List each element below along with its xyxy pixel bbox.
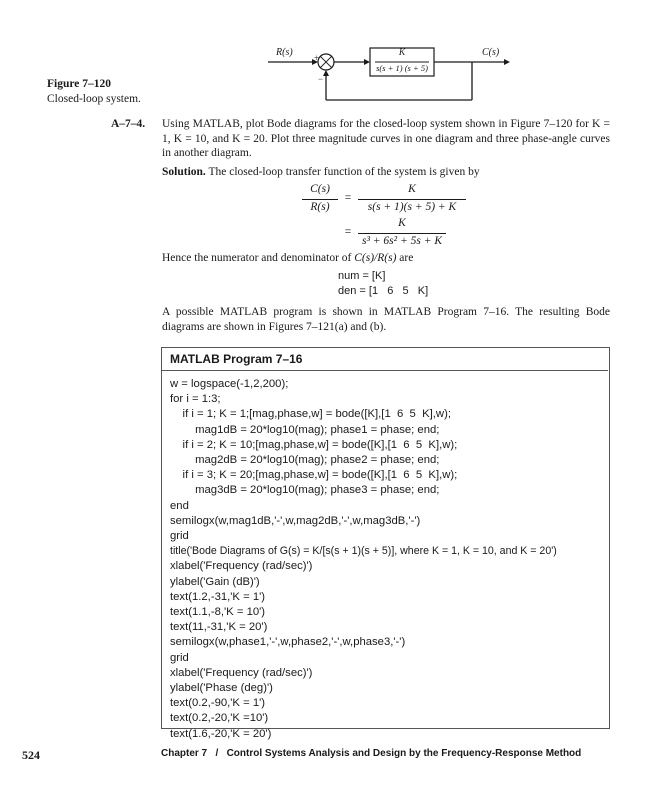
tf1-numerator: K bbox=[408, 183, 416, 195]
output-label: C(s) bbox=[482, 47, 500, 58]
hence-expression: C(s)/R(s) bbox=[354, 252, 397, 264]
code-line: grid bbox=[170, 651, 189, 664]
solution-intro bbox=[162, 165, 480, 180]
code-line: xlabel('Frequency (rad/sec)') bbox=[170, 666, 313, 679]
hence-suffix: are bbox=[399, 252, 414, 264]
tf2-numerator: K bbox=[398, 217, 406, 229]
sum-minus-sign: − bbox=[318, 74, 324, 84]
code-line: title('Bode Diagrams of G(s) = K/[s(s + 1)(s + 5)], where K = 1, K = 10, and K = 20') bbox=[170, 545, 557, 558]
code-line: mag3dB = 20*log10(mag); phase3 = phase; end; bbox=[170, 484, 440, 497]
solution-intro-text: The closed-loop transfer function of the system is given by bbox=[208, 166, 480, 178]
block-denominator: s(s + 1) (s + 5) bbox=[376, 63, 428, 73]
program-title: MATLAB Program 7–16 bbox=[170, 352, 303, 366]
transfer-function-eq1 bbox=[300, 183, 470, 217]
figure-caption: Closed-loop system. bbox=[47, 93, 141, 105]
den-line: den = [1 6 5 K] bbox=[338, 285, 429, 297]
code-line: mag2dB = 20*log10(mag); phase2 = phase; end; bbox=[170, 454, 440, 467]
sum-plus-sign: + bbox=[314, 53, 320, 63]
code-line: ylabel('Phase (deg)') bbox=[170, 682, 273, 695]
tf2-denominator: s³ + 6s² + 5s + K bbox=[361, 235, 443, 247]
code-line: semilogx(w,phase1,'-',w,phase2,'-',w,phase3,'-') bbox=[170, 636, 406, 649]
num-line: num = [K] bbox=[338, 270, 386, 282]
tf1-denominator: s(s + 1)(s + 5) + K bbox=[367, 201, 457, 213]
lhs-numerator: C(s) bbox=[310, 183, 330, 195]
problem-label: A–7–4. bbox=[111, 118, 146, 130]
hence-line bbox=[162, 251, 413, 266]
page-number: 524 bbox=[22, 748, 40, 762]
code-line: text(11,-31,'K = 20') bbox=[170, 621, 268, 634]
input-label: R(s) bbox=[276, 47, 293, 58]
code-line: w = logspace(-1,2,200); bbox=[170, 378, 289, 390]
equals-sign-2: = bbox=[344, 226, 352, 238]
solution-label: Solution. bbox=[162, 166, 206, 178]
problem-text: Using MATLAB, plot Bode diagrams for the closed-loop system shown in Figure 7–120 for K = 1, K = 10, and K = 20. Plot three magnitude curves in one diagram and three phase-angle curves in another diagram. bbox=[162, 118, 610, 159]
code-line: end bbox=[170, 499, 189, 512]
code-line: mag1dB = 20*log10(mag); phase1 = phase; end; bbox=[170, 423, 440, 436]
code-line: text(0.2,-20,'K =10') bbox=[170, 712, 269, 725]
code-line: if i = 1; K = 1;[mag,phase,w] = bode([K],[1 6 5 K],w); bbox=[170, 408, 451, 421]
code-line: text(1.6,-20,'K = 20') bbox=[170, 727, 272, 740]
code-line: for i = 1:3; bbox=[170, 393, 221, 406]
code-line: ylabel('Gain (dB)') bbox=[170, 575, 260, 588]
figure-number: Figure 7–120 bbox=[47, 78, 111, 90]
code-line: if i = 2; K = 10;[mag,phase,w] = bode([K],[1 6 5 K],w); bbox=[170, 438, 458, 451]
code-line: text(0.2,-90,'K = 1') bbox=[170, 697, 266, 710]
equals-sign-1: = bbox=[344, 192, 352, 204]
transfer-function-eq2 bbox=[300, 217, 470, 251]
code-line: xlabel('Frequency (rad/sec)') bbox=[170, 560, 313, 573]
block-numerator: K bbox=[398, 48, 406, 58]
possible-program-text: A possible MATLAB program is shown in MATLAB Program 7–16. The resulting Bode diagrams are shown in Figures 7–121(a) and (b). bbox=[162, 306, 610, 333]
running-footer: Chapter 7 / Control Systems Analysis and Design by the Frequency-Response Method bbox=[161, 748, 582, 759]
hence-prefix: Hence the numerator and denominator of bbox=[162, 252, 352, 264]
code-line: if i = 3; K = 20;[mag,phase,w] = bode([K],[1 6 5 K],w); bbox=[170, 469, 458, 482]
code-line: text(1.1,-8,'K = 10') bbox=[170, 606, 266, 619]
code-line: grid bbox=[170, 530, 189, 543]
code-line: semilogx(w,mag1dB,'-',w,mag2dB,'-',w,mag3dB,'-') bbox=[170, 514, 421, 527]
lhs-denominator: R(s) bbox=[310, 201, 330, 213]
program-code bbox=[170, 377, 606, 742]
code-line: text(1.2,-31,'K = 1') bbox=[170, 590, 266, 603]
